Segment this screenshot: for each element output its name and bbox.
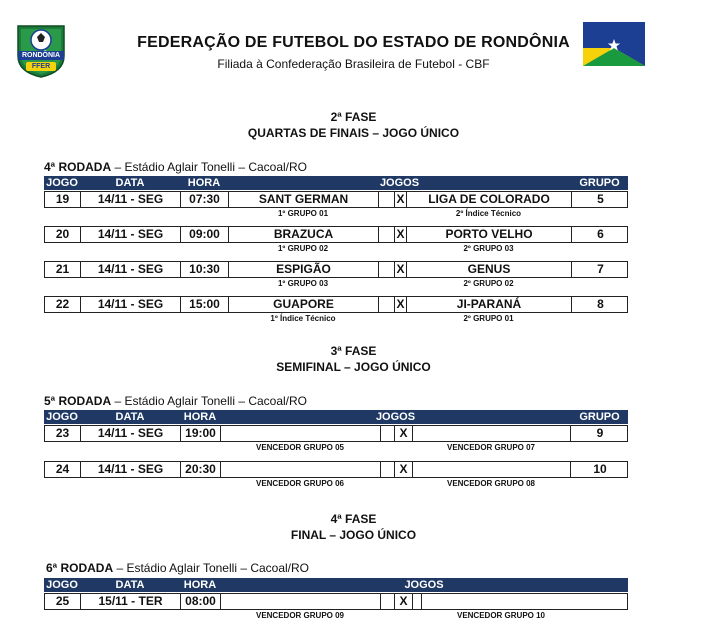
cell-hora: 20:30 [181, 462, 221, 477]
match-row [44, 593, 628, 610]
cell-away: GENUS [407, 262, 572, 277]
col-jogo: JOGO [46, 177, 78, 189]
away-qualifier: 2º GRUPO 02 [463, 279, 514, 288]
cell-spacer [413, 594, 422, 609]
col-grupo: GRUPO [579, 177, 620, 189]
match-row [44, 425, 628, 442]
cell-spacer [379, 262, 395, 277]
phase-4-stage: FINAL – JOGO ÚNICO [290, 528, 417, 542]
round-4-label [44, 160, 307, 174]
cell-vs: X [395, 297, 407, 312]
cell-away [413, 462, 571, 477]
col-grupo: GRUPO [579, 411, 620, 423]
cell-grupo: 7 [597, 262, 604, 276]
match-row [44, 461, 628, 478]
cell-grupo: 5 [597, 192, 604, 206]
home-qualifier: 1º Índice Técnico [270, 314, 336, 323]
away-qualifier: 2º Índice Técnico [455, 209, 522, 218]
match-row [44, 226, 628, 243]
away-qualifier: 2º GRUPO 01 [463, 314, 514, 323]
round-5-label [44, 394, 307, 408]
cell-spacer [379, 297, 395, 312]
cell-home: GUAPORE [229, 297, 379, 312]
cell-hora: 19:00 [181, 426, 221, 441]
away-qualifier: VENCEDOR GRUPO 08 [446, 479, 536, 488]
cell-spacer [381, 426, 395, 441]
cell-home: ESPIGÃO [229, 262, 379, 277]
round-6-venue: – Estádio Aglair Tonelli – Cacoal/RO [113, 561, 310, 575]
cell-away: LIGA DE COLORADO [407, 192, 572, 207]
table-header-quartas [44, 176, 628, 190]
cell-spacer [381, 462, 395, 477]
cell-hora: 08:00 [181, 594, 221, 609]
cell-vs: X [395, 192, 407, 207]
round-5-number: 5ª RODADA [44, 394, 112, 408]
cell-home [221, 594, 381, 609]
home-qualifier: VENCEDOR GRUPO 09 [255, 611, 345, 620]
cell-data: 14/11 - SEG [81, 426, 181, 441]
cell-data: 14/11 - SEG [81, 462, 181, 477]
table-header-final [44, 578, 628, 592]
logo-text: RONDÔNIA [21, 52, 61, 59]
page-title: FEDERAÇÃO DE FUTEBOL DO ESTADO DE RONDÔNIA [137, 34, 570, 51]
cell-vs: X [395, 426, 413, 441]
cell-spacer [379, 227, 395, 242]
match-row [44, 261, 628, 278]
cell-grupo: 9 [596, 426, 604, 440]
cell-grupo: 6 [597, 227, 604, 241]
round-6-label [46, 561, 309, 575]
match-row [44, 296, 628, 313]
col-jogos: JOGOS [379, 177, 420, 189]
phase-3-title: 3ª FASE [330, 344, 377, 358]
home-qualifier: 1º GRUPO 03 [277, 279, 329, 288]
col-hora: HORA [187, 177, 221, 189]
col-hora: HORA [183, 579, 217, 591]
cell-vs: X [395, 594, 413, 609]
cell-hora: 07:30 [181, 192, 229, 207]
col-jogo: JOGO [46, 579, 78, 591]
cell-jogo: 19 [45, 192, 81, 207]
col-data: DATA [115, 177, 145, 189]
col-jogos: JOGOS [404, 579, 444, 591]
round-4-number: 4ª RODADA [44, 160, 112, 174]
cell-data: 14/11 - SEG [81, 192, 181, 207]
home-qualifier: 1º GRUPO 01 [277, 209, 329, 218]
cell-away: PORTO VELHO [407, 227, 572, 242]
cell-data: 14/11 - SEG [81, 297, 181, 312]
cell-vs: X [395, 227, 407, 242]
away-qualifier: VENCEDOR GRUPO 10 [456, 611, 546, 620]
away-qualifier: VENCEDOR GRUPO 07 [446, 443, 536, 452]
phase-2-stage: QUARTAS DE FINAIS – JOGO ÚNICO [247, 126, 460, 140]
cell-data: 14/11 - SEG [81, 262, 181, 277]
col-data: DATA [115, 579, 145, 591]
home-qualifier: VENCEDOR GRUPO 06 [255, 479, 345, 488]
cell-away: JI-PARANÁ [407, 297, 572, 312]
table-header-semifinal [44, 410, 628, 424]
cell-data: 15/11 - TER [81, 594, 181, 609]
cell-grupo: 10 [593, 462, 607, 476]
cell-home [221, 462, 381, 477]
cell-spacer [381, 594, 395, 609]
rondonia-flag [583, 22, 645, 66]
cell-spacer [379, 192, 395, 207]
cell-hora: 10:30 [181, 262, 229, 277]
col-hora: HORA [183, 411, 217, 423]
cell-home [221, 426, 381, 441]
logo-abbr: FFER [31, 63, 51, 70]
cell-jogo: 22 [45, 297, 81, 312]
cell-grupo: 8 [597, 297, 604, 311]
cell-hora: 09:00 [181, 227, 229, 242]
cell-away [413, 426, 571, 441]
round-4-venue: – Estádio Aglair Tonelli – Cacoal/RO [111, 160, 308, 174]
col-jogo: JOGO [46, 411, 78, 423]
phase-4-title: 4ª FASE [330, 512, 377, 526]
cell-home: SANT GERMAN [229, 192, 379, 207]
round-5-venue: – Estádio Aglair Tonelli – Cacoal/RO [111, 394, 308, 408]
cell-away [422, 594, 629, 609]
cell-jogo: 24 [45, 462, 81, 477]
page-subtitle: Filiada à Confederação Brasileira de Futebol - CBF [217, 57, 490, 71]
home-qualifier: VENCEDOR GRUPO 05 [255, 443, 345, 452]
cell-hora: 15:00 [181, 297, 229, 312]
phase-2-title: 2ª FASE [330, 110, 377, 124]
cell-jogo: 25 [45, 594, 81, 609]
col-jogos: JOGOS [375, 411, 416, 423]
round-6-number: 6ª RODADA [46, 561, 114, 575]
cell-jogo: 21 [45, 262, 81, 277]
cell-data: 14/11 - SEG [81, 227, 181, 242]
away-qualifier: 2º GRUPO 03 [463, 244, 514, 253]
cell-jogo: 23 [45, 426, 81, 441]
col-data: DATA [115, 411, 145, 423]
phase-3-stage: SEMIFINAL – JOGO ÚNICO [276, 360, 431, 374]
cell-home: BRAZUCA [229, 227, 379, 242]
cell-vs: X [395, 262, 407, 277]
match-row [44, 191, 628, 208]
cell-vs: X [395, 462, 413, 477]
cell-jogo: 20 [45, 227, 81, 242]
home-qualifier: 1º GRUPO 02 [277, 244, 329, 253]
